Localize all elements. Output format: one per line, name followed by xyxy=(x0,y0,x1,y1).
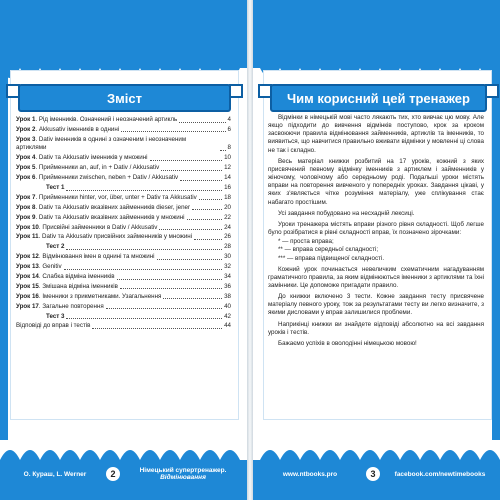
toc-lesson-title: Тест 3 xyxy=(46,312,65,320)
toc-leader-dots xyxy=(163,298,222,299)
toc-test-entry xyxy=(16,313,231,322)
toc-entry-label xyxy=(16,253,155,262)
toc-lesson-title: . Відмінювання імен в однині та множині xyxy=(38,253,155,261)
level-item: *** — вправа підвищеної складності. xyxy=(278,254,385,262)
toc-leader-dots xyxy=(66,190,222,191)
toc-lesson-title: . Рід іменників. Означений і неозначений артикль xyxy=(35,116,178,123)
toc-page-number: 18 xyxy=(224,193,231,201)
toc-page-number: 26 xyxy=(224,233,231,241)
toc-lesson-number: Урок 1 xyxy=(16,116,36,123)
toc-lesson-title: . Прийменники hinter, vor, über, unter + Dativ та Akkusativ xyxy=(35,193,197,201)
toc-entry xyxy=(16,126,231,135)
footer-book-title-line2: Відмінювання xyxy=(160,474,206,481)
toc-leader-dots xyxy=(121,131,225,132)
toc-entry xyxy=(16,224,231,233)
paragraph: Уроки тренажера містять вправи різного рівня складності. Щоб легше було розібратися в рівні складності вправ, їх позначено зірочками: xyxy=(268,220,484,237)
toc-entry-label xyxy=(16,194,197,203)
toc-entry xyxy=(16,204,231,213)
toc-lesson-title: . Присвійні займенники в Dativ / Akkusativ xyxy=(38,223,158,231)
toc-lesson-number: Урок 9 xyxy=(16,213,36,221)
toc-lesson-number: Урок 11 xyxy=(16,233,39,241)
corner-ornament-icon xyxy=(485,84,499,98)
toc-lesson-title: . Dativ та Akkusativ вказівних займенників dieser, jener xyxy=(35,203,191,211)
toc-entry-label xyxy=(16,322,90,331)
useful-title: Чим корисний цей тренажер xyxy=(287,90,470,106)
toc-lesson-title: Відповіді до вправ і тестів xyxy=(16,322,91,330)
toc-leader-dots xyxy=(92,328,222,329)
toc-entry-label xyxy=(16,233,192,242)
toc-lesson-title: . Genitiv xyxy=(38,263,62,271)
toc-page-number: 22 xyxy=(224,213,231,221)
toc-leader-dots xyxy=(179,122,225,123)
toc-lesson-title: . Dativ та Akkusativ іменників у множині xyxy=(35,154,148,162)
toc-page-number: 44 xyxy=(224,322,231,330)
toc-lesson-number: Урок 2 xyxy=(16,125,36,133)
toc-page-number: 20 xyxy=(224,203,231,211)
paragraph: До книжки включено 3 тести. Кожне завдання тесту присвячене матеріалу певного уроку, тож за результатами тесту ви легко визначите, з якими дисловами у вправ залишилися проблеми. xyxy=(268,293,484,317)
table-of-contents xyxy=(16,116,231,332)
toc-leader-dots xyxy=(64,269,223,270)
toc-entry xyxy=(16,273,231,282)
toc-leader-dots xyxy=(194,239,222,240)
toc-entry-label xyxy=(16,293,161,302)
toc-page-number: 32 xyxy=(224,263,231,271)
toc-page-number: 36 xyxy=(224,282,231,290)
toc-entry xyxy=(16,293,231,302)
footer-facebook-link[interactable]: facebook.com/newtimebooks xyxy=(388,465,492,483)
toc-entry xyxy=(16,136,231,153)
toc-lesson-number: Урок 16 xyxy=(16,292,39,300)
level-item: * — проста вправа; xyxy=(278,238,334,246)
toc-lesson-title: . Dativ та Akkusativ вказівних займенників у множині xyxy=(35,213,185,221)
contents-title: Зміст xyxy=(107,90,142,106)
toc-leader-dots xyxy=(159,229,222,230)
toc-lesson-number: Урок 13 xyxy=(16,263,39,271)
toc-lesson-title: . Dativ іменників в однині з означеним і неозначеним артиклями xyxy=(16,135,187,152)
toc-entry-label xyxy=(16,126,119,135)
toc-lesson-number: Урок 3 xyxy=(16,135,36,143)
toc-page-number: 8 xyxy=(227,144,231,152)
toc-page-number: 10 xyxy=(224,154,231,162)
toc-leader-dots xyxy=(150,160,223,161)
toc-entry-label xyxy=(16,214,185,223)
toc-page-number: 6 xyxy=(227,125,231,133)
toc-lesson-title: . Слабка відміна іменників xyxy=(38,272,115,280)
toc-lesson-number: Урок 14 xyxy=(16,272,39,280)
toc-lesson-number: Урок 17 xyxy=(16,302,39,310)
right-page-text xyxy=(268,114,484,351)
toc-leader-dots xyxy=(199,199,222,200)
left-edge-stripe xyxy=(0,60,8,440)
toc-lesson-number: Урок 5 xyxy=(16,164,36,172)
toc-lesson-title: . Прийменники zwischen, neben + Dativ / Akkusativ xyxy=(35,174,179,182)
toc-leader-dots xyxy=(66,318,222,319)
contents-title-bar xyxy=(18,84,231,112)
toc-entry-label xyxy=(16,184,64,193)
toc-lesson-number: Урок 15 xyxy=(16,282,39,290)
left-footer xyxy=(12,462,242,486)
page-number-right: 3 xyxy=(364,465,382,483)
toc-lesson-number: Урок 6 xyxy=(16,174,36,182)
toc-entry-label xyxy=(16,174,178,183)
page-number-left: 2 xyxy=(104,465,122,483)
corner-ornament-icon xyxy=(258,84,272,98)
toc-page-number: 14 xyxy=(224,174,231,182)
toc-entry-label xyxy=(16,303,104,312)
toc-leader-dots xyxy=(157,259,223,260)
toc-entry xyxy=(16,164,231,173)
toc-leader-dots xyxy=(120,288,222,289)
paragraph: Кожний урок починається невеличким схематичним нагадуванням граматичного правила, за яким відмінюються іменники з артиклями та їхні замінники. Це допоможе пригадати правило. xyxy=(268,265,484,289)
toc-entry-label xyxy=(16,243,64,252)
toc-entry xyxy=(16,303,231,312)
toc-leader-dots xyxy=(117,279,223,280)
toc-entry xyxy=(16,283,231,292)
toc-entry xyxy=(16,194,231,203)
toc-leader-dots xyxy=(187,219,223,220)
paragraph: Бажаємо успіхів в оволодінні німецькою мовою! xyxy=(278,339,417,347)
toc-page-number: 12 xyxy=(224,164,231,172)
toc-entry xyxy=(16,154,231,163)
toc-test-entry xyxy=(16,184,231,193)
toc-leader-dots xyxy=(192,209,222,210)
footer-book-title xyxy=(128,465,238,483)
toc-page-number: 16 xyxy=(224,183,231,191)
paragraph: Усі завдання побудовано на несхадній лексиці. xyxy=(278,209,415,217)
toc-entry xyxy=(16,233,231,242)
toc-lesson-title: . Змішана відміна іменників xyxy=(38,282,118,290)
corner-ornament-icon xyxy=(6,84,20,98)
toc-page-number: 24 xyxy=(224,223,231,231)
right-edge-stripe xyxy=(492,60,500,440)
footer-website-link[interactable]: www.ntbooks.pro xyxy=(262,465,358,483)
toc-entry-label xyxy=(16,204,190,213)
toc-entry-label xyxy=(16,273,115,282)
toc-page-number: 28 xyxy=(224,243,231,251)
paragraph: Відмінки в німецькій мові часто лякають тих, хто вивчає цю мову. Але якщо підходити до вивчення відмінків поступово, крок за кроком засвоюючи правила відмінювання займенників, артиклів та іменників, то виявиться, що навчитися правильно вживати відмінки у мовленні ці слова не так і складно. xyxy=(268,114,484,154)
toc-entry xyxy=(16,322,231,331)
toc-lesson-number: Урок 8 xyxy=(16,203,36,211)
toc-lesson-number: Урок 12 xyxy=(16,253,39,261)
toc-page-number: 38 xyxy=(224,292,231,300)
toc-lesson-title: . Dativ та Akkusativ присвійних займенників у множині xyxy=(38,233,193,241)
toc-entry-label xyxy=(16,154,148,163)
toc-entry-label xyxy=(16,164,159,173)
footer-book-title-line1: Німецький супертренажер. xyxy=(139,467,227,474)
paragraph: Весь матеріал книжки розбитий на 17 уроків, кожний з яких присвячений певному відмінку іменників з артиклем і займенників у жіночому, чоловічому або середньому роді. Подальші уроки містять вправи на повторення вивченого у попередніх уроках. Завдання цікаві, у яких з'являється чітке розуміння матеріалу, уже сплікування стає набагато простішим. xyxy=(268,157,484,206)
toc-leader-dots xyxy=(161,170,222,171)
toc-entry-label xyxy=(16,313,64,322)
toc-entry-label xyxy=(16,263,62,272)
level-item: ** — вправа середньої складності; xyxy=(278,246,379,254)
footer-authors: О. Кураш, L. Werner xyxy=(12,465,98,483)
toc-page-number: 40 xyxy=(224,302,231,310)
toc-lesson-number: Урок 4 xyxy=(16,154,36,162)
toc-page-number: 34 xyxy=(224,272,231,280)
book-gutter xyxy=(247,0,253,500)
right-footer xyxy=(262,462,492,486)
toc-page-number: 30 xyxy=(224,253,231,261)
toc-entry-label xyxy=(16,224,157,233)
useful-title-bar xyxy=(270,84,487,112)
toc-leader-dots xyxy=(180,180,222,181)
toc-lesson-number: Урок 7 xyxy=(16,193,36,201)
toc-leader-dots xyxy=(220,150,226,151)
toc-entry xyxy=(16,174,231,183)
toc-entry xyxy=(16,214,231,223)
toc-leader-dots xyxy=(66,249,222,250)
toc-lesson-title: Тест 2 xyxy=(46,243,65,251)
toc-lesson-title: . Прийменники an, auf, in + Dativ / Akkusativ xyxy=(35,164,160,172)
toc-entry-label xyxy=(16,116,177,125)
toc-entry xyxy=(16,253,231,262)
toc-entry xyxy=(16,263,231,272)
toc-entry xyxy=(16,116,231,125)
toc-leader-dots xyxy=(106,308,222,309)
toc-lesson-title: Тест 1 xyxy=(46,183,65,191)
toc-lesson-number: Урок 10 xyxy=(16,223,39,231)
toc-lesson-title: . Akkusativ іменників в однині xyxy=(35,125,120,133)
toc-lesson-title: . Іменники з прикметниками. Узагальнення xyxy=(38,292,162,300)
toc-page-number: 4 xyxy=(227,116,231,123)
toc-test-entry xyxy=(16,243,231,252)
toc-lesson-title: . Загальне повторення xyxy=(38,302,104,310)
toc-page-number: 42 xyxy=(224,312,231,320)
toc-entry-label xyxy=(16,283,118,292)
toc-entry-label xyxy=(16,136,218,153)
corner-ornament-icon xyxy=(229,84,243,98)
paragraph: Наприкінці книжки ви знайдете відповіді абсолютно на всі завдання уроків і тестів. xyxy=(268,320,484,336)
